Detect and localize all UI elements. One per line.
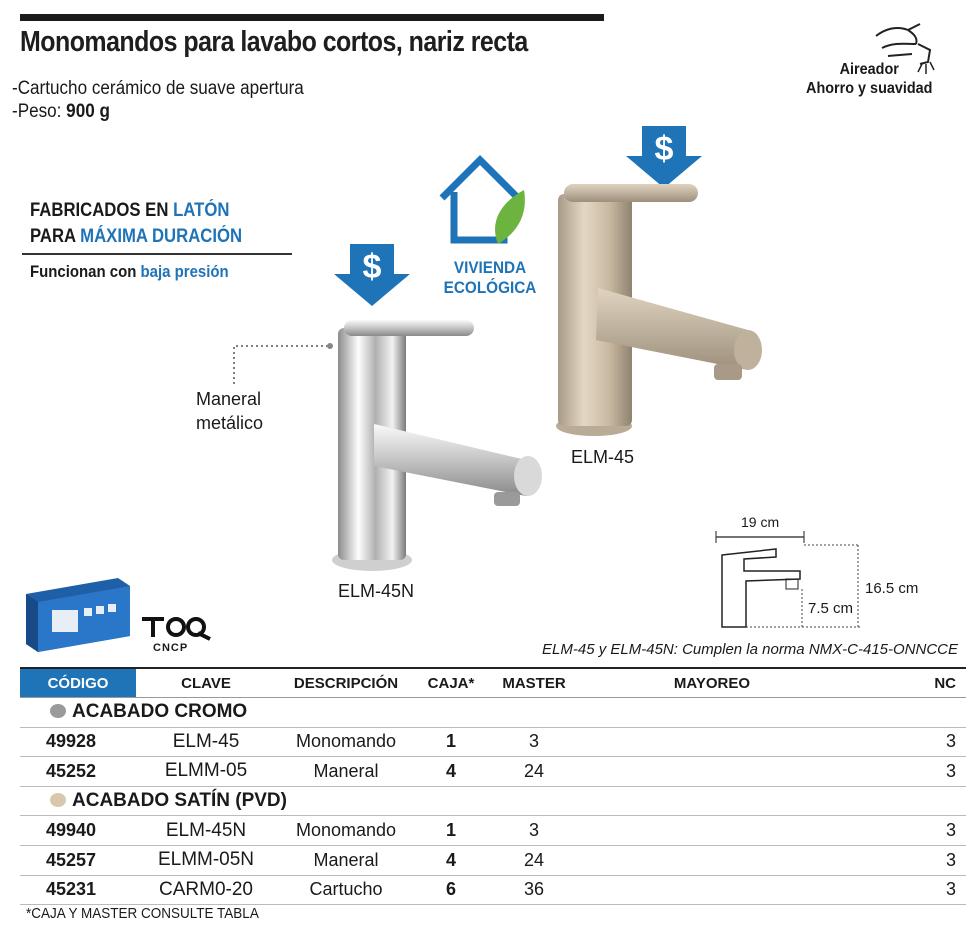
spec-weight: -Peso: 900 g [12, 101, 110, 122]
cell-code: 49928 [20, 727, 136, 757]
section-title: ACABADO CROMO [72, 701, 248, 723]
cell-master: 3 [486, 816, 582, 846]
cell-desc: Monomando [276, 727, 416, 757]
feature-2b: MÁXIMA DURACIÓN [80, 226, 243, 247]
table-row [20, 875, 966, 905]
spec-weight-label: Peso: [17, 101, 67, 122]
feature-divider [22, 253, 292, 255]
cell-clave: ELM-45N [136, 816, 276, 846]
cell-clave: ELMM-05N [136, 845, 276, 875]
col-descripcion: DESCRIPCIÓN [276, 668, 416, 698]
satin-model-label: ELM-45 [571, 447, 635, 467]
title-bar [20, 14, 604, 21]
feature-line-2 [30, 226, 242, 248]
table-body [20, 698, 966, 905]
cell-desc: Maneral [276, 757, 416, 787]
cell-master: 36 [486, 875, 582, 905]
feature-1b: LATÓN [173, 200, 230, 221]
table-row [20, 845, 966, 875]
feature-3a: Funcionan con [30, 262, 141, 281]
feature-3b: baja presión [140, 262, 229, 281]
spec-weight-value: 900 g [66, 101, 110, 122]
col-master: MASTER [486, 668, 582, 698]
eco-label [432, 258, 549, 298]
cell-clave: ELMM-05 [136, 757, 276, 787]
cncp-label: CNCP [153, 642, 189, 654]
cell-desc: Cartucho [276, 875, 416, 905]
feature-line-3 [30, 262, 229, 282]
cell-code: 49940 [20, 816, 136, 846]
section-title: ACABADO SATÍN (PVD) [72, 790, 287, 812]
cell-nc: 3 [842, 875, 966, 905]
feature-2a: PARA [30, 226, 81, 247]
cell-code: 45257 [20, 845, 136, 875]
col-clave: CLAVE [136, 668, 276, 698]
eco-line-1: VIVIENDA [453, 258, 527, 277]
col-mayoreo: MAYOREO [582, 668, 842, 698]
section-header-row [20, 786, 966, 816]
spec-cartridge: -Cartucho cerámico de suave apertura [12, 78, 304, 99]
dim-width: 19 cm [741, 514, 780, 530]
cell-nc: 3 [842, 845, 966, 875]
cell-master: 3 [486, 727, 582, 757]
savings-arrow-icon [334, 244, 410, 306]
cncp-logo-icon [140, 615, 212, 641]
table-row [20, 727, 966, 757]
callout-leader [230, 340, 340, 390]
cell-code: 45252 [20, 757, 136, 787]
table-row [20, 757, 966, 787]
price-table [20, 667, 966, 905]
callout-line-1: Maneral [196, 389, 262, 409]
aerator-subtitle: Ahorro y suavidad [805, 80, 932, 97]
section-title-cell [20, 786, 966, 816]
product-box-image [22, 574, 134, 656]
cell-mayoreo [582, 875, 842, 905]
dim-height: 16.5 cm [865, 580, 919, 597]
chrome-model-label: ELM-45N [338, 581, 415, 601]
page-title: Monomandos para lavabo cortos, nariz recta [20, 26, 528, 58]
satin-faucet-image [548, 180, 768, 442]
aerator-title: Aireador [839, 61, 899, 78]
cell-master: 24 [486, 845, 582, 875]
chrome-faucet-image [330, 316, 550, 578]
aerator-caption [806, 60, 932, 98]
col-nc: NC [842, 668, 966, 698]
col-caja: CAJA* [416, 668, 486, 698]
cell-caja: 4 [416, 845, 486, 875]
cell-mayoreo [582, 757, 842, 787]
section-header-row [20, 698, 966, 728]
feature-line-1 [30, 200, 229, 222]
savings-dollar-1: $ [362, 248, 382, 286]
cell-mayoreo [582, 727, 842, 757]
cell-nc: 3 [842, 727, 966, 757]
cell-caja: 1 [416, 816, 486, 846]
norm-note: ELM-45 y ELM-45N: Cumplen la norma NMX-C-415-ONNCCE [542, 641, 958, 658]
section-title-cell [20, 698, 966, 728]
cell-caja: 1 [416, 727, 486, 757]
cell-desc: Maneral [276, 845, 416, 875]
cell-clave: ELM-45 [136, 727, 276, 757]
feature-1a: FABRICADOS EN [30, 200, 174, 221]
col-codigo: CÓDIGO [20, 668, 136, 698]
footnote: *CAJA Y MASTER CONSULTE TABLA [26, 905, 259, 922]
finish-swatch-icon [50, 793, 66, 807]
cell-caja: 4 [416, 757, 486, 787]
cell-nc: 3 [842, 757, 966, 787]
cell-mayoreo [582, 816, 842, 846]
cell-mayoreo [582, 845, 842, 875]
savings-dollar-2: $ [654, 130, 674, 168]
cell-caja: 6 [416, 875, 486, 905]
cell-clave: CARM0-20 [136, 875, 276, 905]
eco-line-2: ECOLÓGICA [443, 278, 537, 297]
table-header-row [20, 668, 966, 698]
callout-line-2: metálico [196, 413, 264, 433]
handle-callout [196, 387, 263, 435]
dim-spout: 7.5 cm [808, 600, 854, 617]
savings-arrow-icon [626, 126, 702, 188]
cell-master: 24 [486, 757, 582, 787]
finish-swatch-icon [50, 704, 66, 718]
cell-desc: Monomando [276, 816, 416, 846]
eco-house-icon [432, 152, 532, 252]
table-row [20, 816, 966, 846]
cell-nc: 3 [842, 816, 966, 846]
cell-code: 45231 [20, 875, 136, 905]
spec-cartridge-text: Cartucho cerámico de suave apertura [17, 78, 304, 99]
